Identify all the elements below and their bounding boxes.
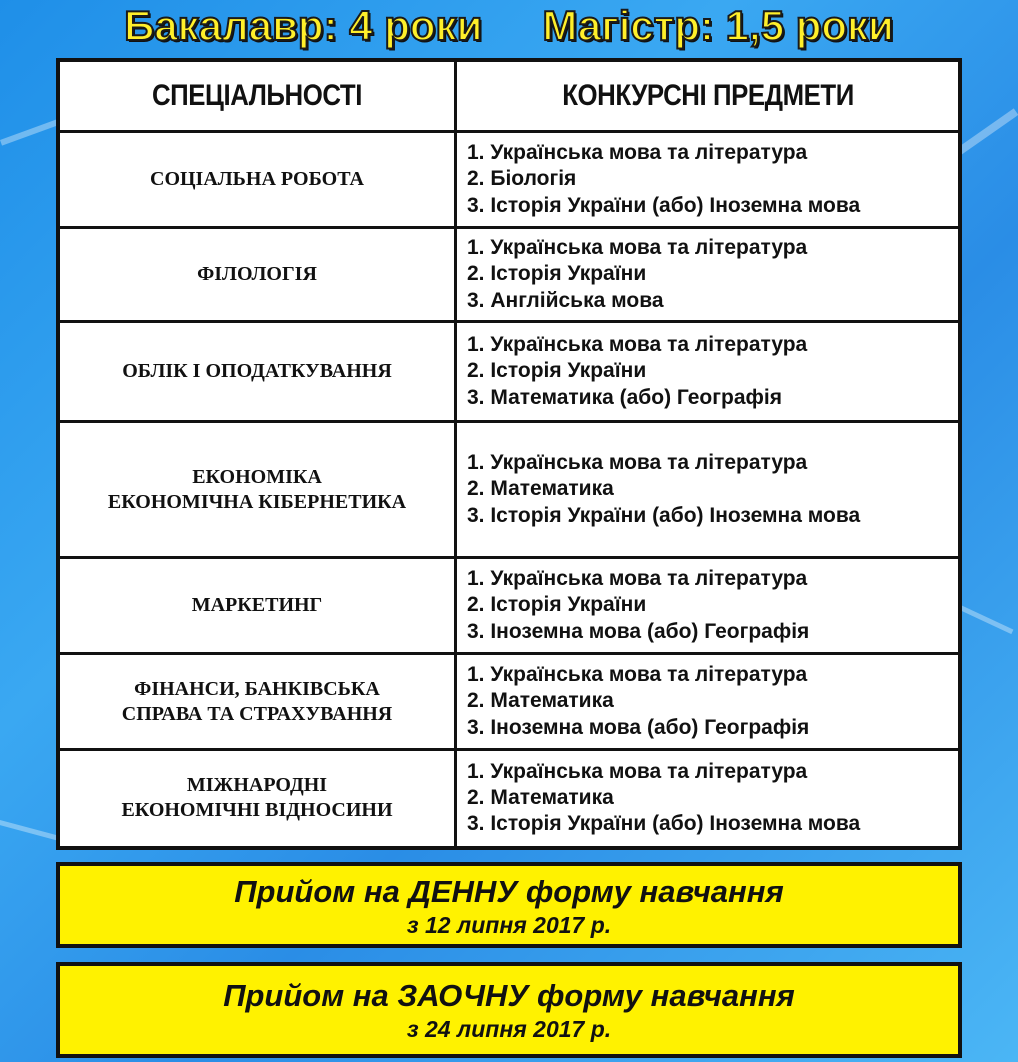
subjects-cell bbox=[456, 654, 961, 750]
day-admission-date: з 12 липня 2017 р. bbox=[406, 912, 612, 938]
subjects-cell bbox=[456, 132, 961, 228]
subject-item: 3. Математика (або) Географія bbox=[467, 385, 782, 409]
specialty-cell: ФІНАНСИ, БАНКІВСЬКА СПРАВА ТА СТРАХУВАННЯ bbox=[58, 654, 456, 750]
subject-item: 3. Іноземна мова (або) Географія bbox=[467, 715, 810, 739]
master-duration: Магістр: 1,5 роки bbox=[542, 2, 894, 49]
subjects-cell bbox=[456, 750, 961, 848]
table-row bbox=[58, 132, 960, 228]
specialty-cell: ОБЛІК І ОПОДАТКУВАННЯ bbox=[58, 322, 456, 422]
subject-item: 3. Історія України (або) Іноземна мова bbox=[467, 193, 861, 217]
table-row bbox=[58, 654, 960, 750]
specialty-cell: ЕКОНОМІКА ЕКОНОМІЧНА КІБЕРНЕТИКА bbox=[58, 422, 456, 558]
subject-item: 2. Математика bbox=[467, 786, 614, 810]
subject-item: 2. Біологія bbox=[467, 167, 577, 191]
extramural-admission-title: Прийом на ЗАОЧНУ форму навчання bbox=[223, 978, 795, 1013]
subject-item: 1. Українська мова та література bbox=[467, 141, 808, 165]
subjects-cell bbox=[456, 558, 961, 654]
specialties-table bbox=[56, 58, 962, 850]
subject-item: 1. Українська мова та література bbox=[467, 663, 808, 687]
background-streak bbox=[0, 820, 58, 840]
subjects-cell bbox=[456, 228, 961, 322]
extramural-admission-banner bbox=[56, 962, 962, 1058]
subject-item: 2. Математика bbox=[467, 477, 614, 501]
subjects-cell bbox=[456, 322, 961, 422]
subject-item: 3. Історія України (або) Іноземна мова bbox=[467, 812, 861, 836]
table-row bbox=[58, 558, 960, 654]
column-header-specialties: СПЕЦІАЛЬНОСТІ bbox=[86, 60, 428, 132]
table-row bbox=[58, 322, 960, 422]
table-header-row bbox=[58, 60, 960, 132]
bachelor-duration: Бакалавр: 4 роки bbox=[124, 2, 483, 49]
subject-item: 2. Історія України bbox=[467, 593, 647, 617]
specialty-cell: ФІЛОЛОГІЯ bbox=[58, 228, 456, 322]
table-row bbox=[58, 228, 960, 322]
header bbox=[0, 0, 1018, 52]
extramural-admission-date: з 24 липня 2017 р. bbox=[406, 1016, 612, 1042]
specialty-cell: МІЖНАРОДНІ ЕКОНОМІЧНІ ВІДНОСИНИ bbox=[58, 750, 456, 848]
subject-item: 2. Математика bbox=[467, 689, 614, 713]
subject-item: 2. Історія України bbox=[467, 359, 647, 383]
subjects-cell bbox=[456, 422, 961, 558]
subject-item: 1. Українська мова та література bbox=[467, 760, 808, 784]
subject-item: 1. Українська мова та література bbox=[467, 236, 808, 260]
table-row bbox=[58, 750, 960, 848]
subject-item: 3. Історія України (або) Іноземна мова bbox=[467, 503, 861, 527]
subject-item: 1. Українська мова та література bbox=[467, 333, 808, 357]
subject-item: 3. Англійська мова bbox=[467, 288, 664, 312]
column-header-subjects: КОНКУРСНІ ПРЕДМЕТИ bbox=[491, 60, 925, 132]
subject-item: 2. Історія України bbox=[467, 262, 647, 286]
subject-item: 1. Українська мова та література bbox=[467, 451, 808, 475]
specialty-cell: СОЦІАЛЬНА РОБОТА bbox=[58, 132, 456, 228]
day-admission-title: Прийом на ДЕННУ форму навчання bbox=[234, 874, 784, 909]
subject-item: 3. Іноземна мова (або) Географія bbox=[467, 619, 810, 643]
table-row bbox=[58, 422, 960, 558]
day-admission-banner bbox=[56, 862, 962, 948]
subject-item: 1. Українська мова та література bbox=[467, 567, 808, 591]
specialty-cell: МАРКЕТИНГ bbox=[58, 558, 456, 654]
